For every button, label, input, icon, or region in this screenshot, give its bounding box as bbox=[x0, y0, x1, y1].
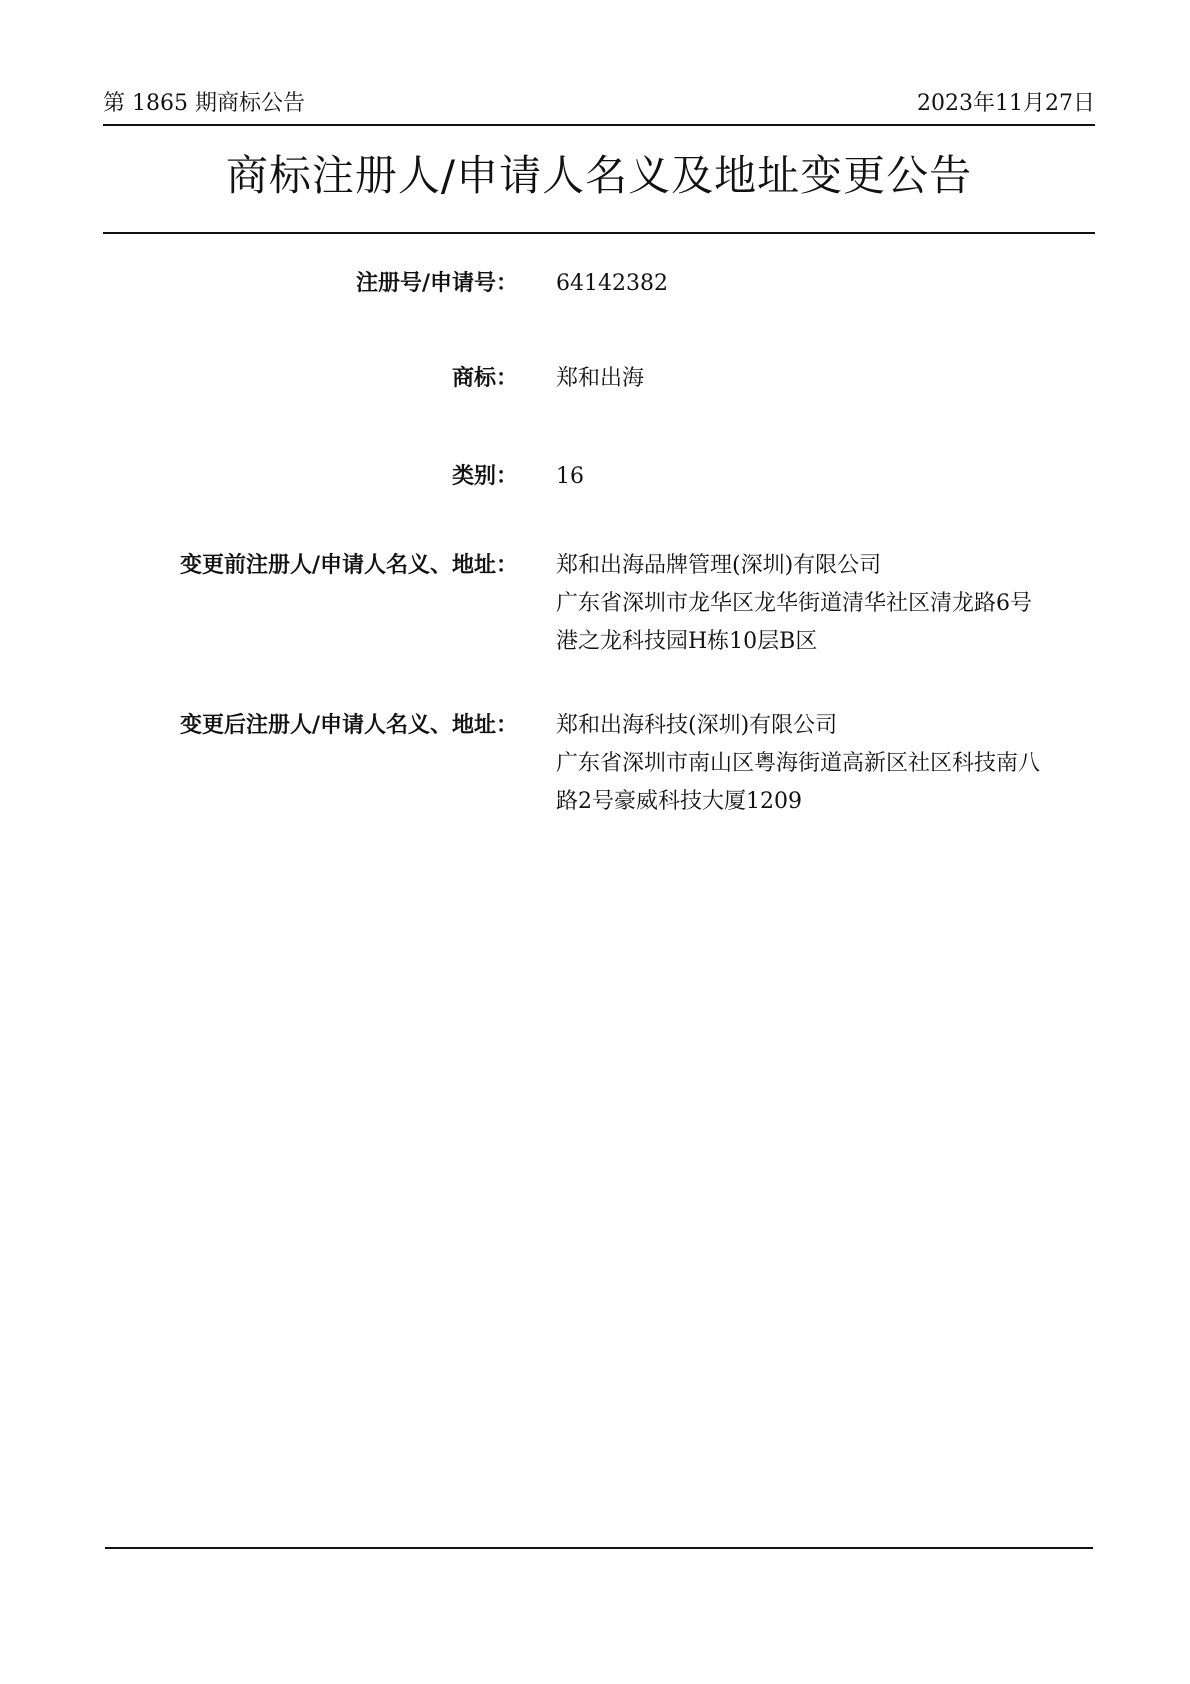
before-change-address-line: 港之龙科技园H栋10层B区 bbox=[556, 629, 818, 654]
issue-number: 第 1865 期商标公告 bbox=[103, 91, 305, 116]
trademark-label: 商标： bbox=[451, 366, 518, 391]
title-divider bbox=[103, 232, 1095, 234]
document-title: 商标注册人/申请人名义及地址变更公告 bbox=[225, 151, 973, 200]
class-label: 类别： bbox=[451, 464, 518, 489]
after-change-label: 变更后注册人/申请人名义、地址： bbox=[179, 713, 518, 738]
after-change-name: 郑和出海科技(深圳)有限公司 bbox=[556, 713, 838, 738]
page-header bbox=[103, 88, 1095, 124]
after-change-address-line: 路2号豪威科技大厦1209 bbox=[556, 789, 802, 814]
registration-number-label: 注册号/申请号： bbox=[355, 271, 518, 296]
trademark-value: 郑和出海 bbox=[556, 366, 645, 391]
before-change-label: 变更前注册人/申请人名义、地址： bbox=[179, 553, 518, 578]
footer-divider bbox=[105, 1547, 1093, 1549]
class-value: 16 bbox=[556, 464, 584, 489]
publication-date: 2023年11月27日 bbox=[917, 91, 1095, 116]
before-change-name: 郑和出海品牌管理(深圳)有限公司 bbox=[556, 553, 882, 578]
after-change-address-line: 广东省深圳市南山区粤海街道高新区社区科技南八 bbox=[556, 751, 1041, 776]
header-divider bbox=[103, 124, 1095, 126]
registration-number-value: 64142382 bbox=[556, 271, 668, 296]
before-change-address-line: 广东省深圳市龙华区龙华街道清华社区清龙路6号 bbox=[556, 591, 1032, 616]
